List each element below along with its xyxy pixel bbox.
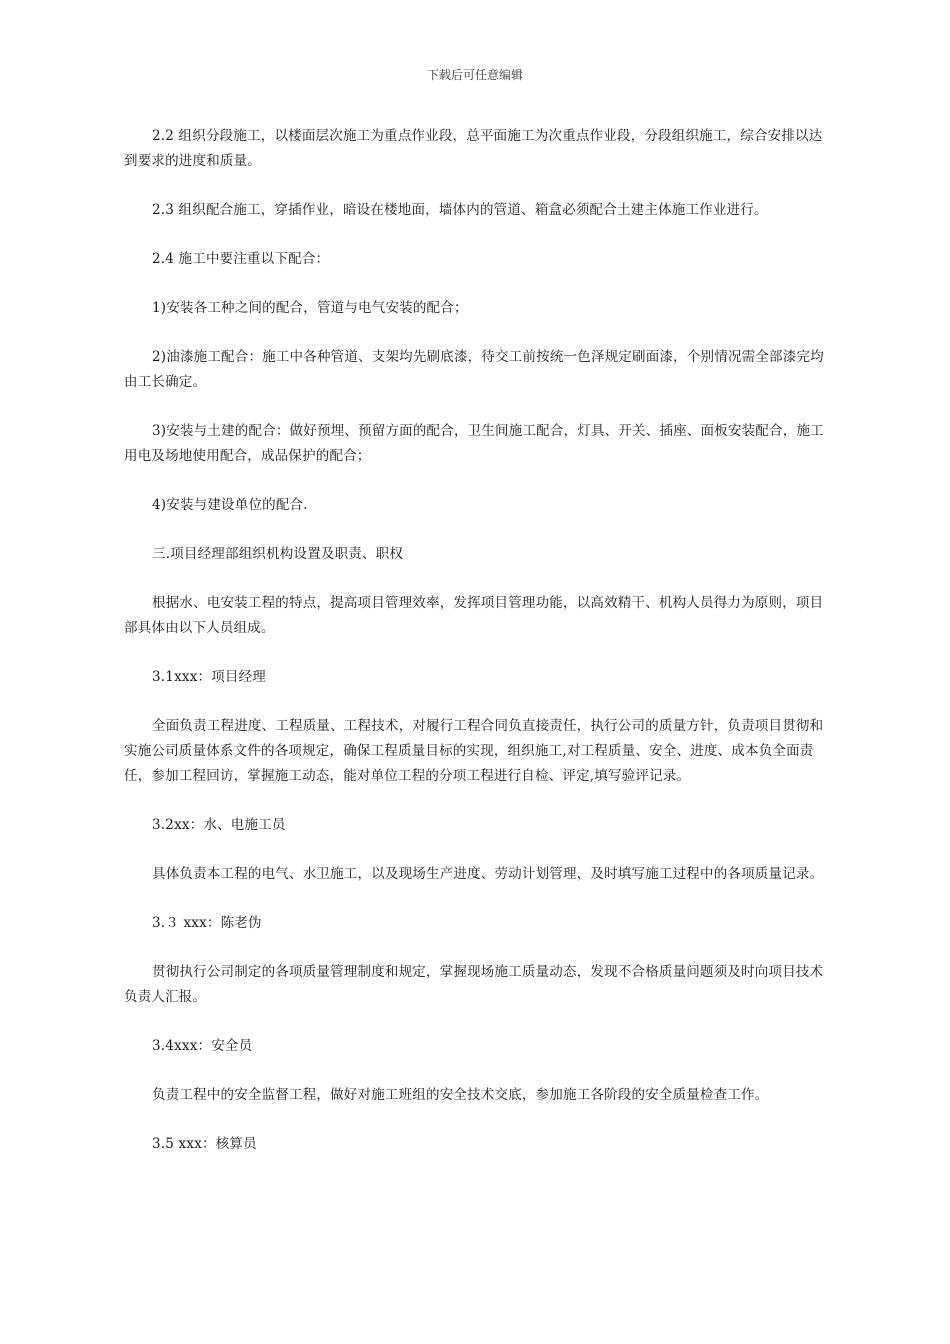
role-heading-3-1: 3.1xxx：项目经理 — [152, 669, 267, 685]
section-heading-3: 三.项目经理部组织机构设置及职责、职权 — [152, 546, 404, 562]
paragraph-2-4: 2.4 施工中要注重以下配合： — [152, 251, 330, 267]
paragraph-2-2: 2.2 组织分段施工，以楼面层次施工为重点作业段，总平面施工为次重点作业段，分段组织施工，综合安排以达到要求的进度和质量。 — [124, 128, 823, 169]
role-heading-3-5: 3.5 xxx：核算员 — [152, 1136, 257, 1152]
page-header: 下载后可任意编辑 — [426, 68, 523, 82]
paragraph-3-3-duties: 贯彻执行公司制定的各项质量管理制度和规定，掌握现场施工质量动态，发现不合格质量问题须及时向项目技术负责人汇报。 — [124, 964, 824, 1005]
role-heading-3-4: 3.4xxx：安全员 — [152, 1038, 253, 1054]
role-heading-3-3: 3.３ xxx：陈老伪 — [152, 915, 262, 931]
paragraph-3-4-duties: 负责工程中的安全监督工程，做好对施工班组的安全技术交底，参加施工各阶段的安全质量检查工作。 — [152, 1087, 769, 1103]
paragraph-3-2-duties: 具体负责本工程的电气、水卫施工，以及现场生产进度、劳动计划管理，及时填写施工过程中的各项质量记录。 — [152, 866, 824, 882]
document-body — [124, 124, 830, 1181]
role-heading-3-2: 3.2xx：水、电施工员 — [152, 817, 286, 833]
paragraph-2-3: 2.3 组织配合施工，穿插作业，暗设在楼地面，墙体内的管道、箱盒必须配合土建主体施工作业进行。 — [152, 202, 768, 218]
list-item-2: 2)油漆施工配合：施工中各种管道、支架均先刷底漆，待交工前按统一色泽规定刷面漆，个别情况需全部漆完均由工长确定。 — [124, 349, 824, 390]
list-item-1: 1)安装各工种之间的配合，管道与电气安装的配合； — [152, 300, 468, 316]
paragraph-section-3-intro: 根据水、电安装工程的特点，提高项目管理效率，发挥项目管理功能，以高效精干、机构人员得力为原则，项目部具体由以下人员组成。 — [124, 595, 824, 636]
list-item-3: 3)安装与土建的配合：做好预埋、预留方面的配合，卫生间施工配合，灯具、开关、插座、面板安装配合，施工用电及场地使用配合，成品保护的配合； — [124, 423, 824, 464]
paragraph-3-1-duties: 全面负责工程进度、工程质量、工程技术，对履行工程合同负直接责任，执行公司的质量方针，负责项目贯彻和实施公司质量体系文件的各项规定，确保工程质量目标的实现，组织施工,对工程质量、安全、进度、成本负全面责任，参加工程回访，掌握施工动态，能对单位工程的分项工程进行自检、评定,填写验评记录。 — [124, 718, 824, 784]
list-item-4: 4)安装与建设单位的配合. — [152, 497, 308, 513]
